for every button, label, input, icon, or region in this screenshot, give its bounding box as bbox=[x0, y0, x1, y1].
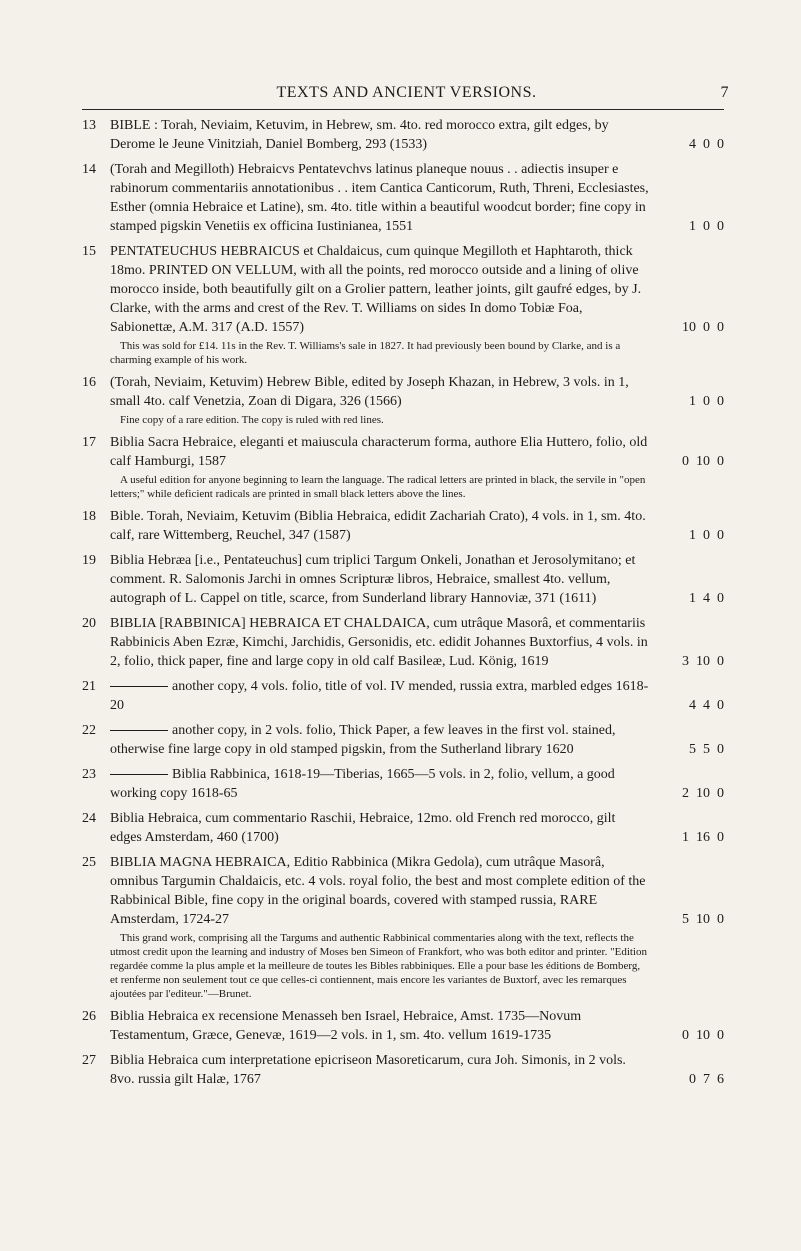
catalogue-entry bbox=[82, 433, 732, 471]
entry-price: 1 0 0 bbox=[689, 528, 724, 543]
entry-description bbox=[110, 1051, 650, 1089]
running-title: TEXTS AND ANCIENT VERSIONS. bbox=[276, 84, 537, 101]
entry-text: (Torah and Megilloth) Hebraicvs Pentatevchvs latinus planeque nouus . . adiectis insuper e rabinorum commentariis annotationibus . . item Cantica Canticorum, Ruth, Threni, Ecclesiastes, Esther (omnia Hebraice et Latine), sm. 4to. title within a beautiful woodcut border; fine copy in stamped pigskin Venetiis ex officina Iustinianea, 1551 bbox=[110, 162, 649, 234]
entry-price: 0 7 6 bbox=[689, 1072, 724, 1087]
entry-description bbox=[110, 1007, 650, 1045]
running-header bbox=[82, 84, 731, 106]
entry-price: 4 0 0 bbox=[689, 137, 724, 152]
entry-number: 17 bbox=[82, 435, 96, 450]
catalogue-entry bbox=[82, 809, 732, 847]
catalogue-entry bbox=[82, 677, 732, 715]
entry-note: This grand work, comprising all the Targums and authentic Rabbinical commentaries along with the text, reflects the utmost credit upon the learning and industry of Moses ben Simeon of Frankfort, who was both editor and printer. "Edition regardée comme la plus ample et la meilleure de toutes les Bibles rabbiniques. Elle a pour base les éditions de Bomberg, et renferme non seulement tout ce que celles-ci contiennent, mais encore les variantes de Buxtorf, avec les remarques ajoutées par l'editeur."—Brunet. bbox=[110, 932, 647, 1000]
entry-description bbox=[110, 765, 650, 803]
entry-description bbox=[110, 507, 650, 545]
catalogue-entry bbox=[82, 765, 732, 803]
entry-description bbox=[110, 853, 650, 929]
catalogue-entry bbox=[82, 853, 732, 929]
catalogue-entry bbox=[82, 373, 732, 411]
entry-price: 1 16 0 bbox=[682, 830, 724, 845]
catalogue-entry bbox=[82, 551, 732, 608]
entry-price: 5 5 0 bbox=[689, 742, 724, 757]
entry-number: 16 bbox=[82, 375, 96, 390]
ditto-rule bbox=[110, 774, 168, 775]
entry-number: 24 bbox=[82, 811, 96, 826]
entry-text: Biblia Hebræa [i.e., Pentateuchus] cum triplici Targum Onkeli, Jonathan et Jerosolymitano; et comment. R. Salomonis Jarchi in omnes Scripturæ libros, Hebraice, smallest 4to. vellum, autograph of L. Cappel on title, scarce, from Sunderland library Hannoviæ, 371 (1611) bbox=[110, 553, 636, 606]
entry-text: (Torah, Neviaim, Ketuvim) Hebrew Bible, edited by Joseph Khazan, in Hebrew, 3 vols. in 1, small 4to. calf Venetzia, Zoan di Digara, 326 (1566) bbox=[110, 375, 629, 409]
catalogue-entry bbox=[82, 1051, 732, 1089]
entry-price: 2 10 0 bbox=[682, 786, 724, 801]
entry-price: 4 4 0 bbox=[689, 698, 724, 713]
catalogue-entry bbox=[82, 160, 732, 236]
entry-number: 22 bbox=[82, 723, 96, 738]
header-rule bbox=[82, 109, 724, 110]
entry-description bbox=[110, 160, 650, 236]
entry-text: Biblia Hebraica ex recensione Menasseh ben Israel, Hebraice, Amst. 1735—Novum Testamentum, Græce, Genevæ, 1619—2 vols. in 1, sm. 4to. vellum 1619-1735 bbox=[110, 1009, 582, 1043]
entry-price: 1 4 0 bbox=[689, 591, 724, 606]
entry-text: BIBLE : Torah, Neviaim, Ketuvim, in Hebrew, sm. 4to. red morocco extra, gilt edges, by Derome le Jeune Vinitziah, Daniel Bomberg, 293 (1533) bbox=[110, 118, 609, 152]
entry-description bbox=[110, 721, 650, 759]
entry-price: 1 0 0 bbox=[689, 394, 724, 409]
catalogue-entry bbox=[82, 242, 732, 337]
entry-text: another copy, in 2 vols. folio, Thick Paper, a few leaves in the first vol. stained, otherwise fine large copy in old stamped pigskin, from the Sutherland library 1620 bbox=[110, 723, 616, 757]
entry-number: 27 bbox=[82, 1053, 96, 1068]
entry-number: 25 bbox=[82, 855, 96, 870]
entry-price: 1 0 0 bbox=[689, 219, 724, 234]
entry-number: 23 bbox=[82, 767, 96, 782]
entry-number: 20 bbox=[82, 616, 96, 631]
entry-price: 3 10 0 bbox=[682, 654, 724, 669]
entry-price: 0 10 0 bbox=[682, 454, 724, 469]
catalogue-entry bbox=[82, 116, 732, 154]
ditto-rule bbox=[110, 730, 168, 731]
entry-description bbox=[110, 433, 650, 471]
entry-number: 18 bbox=[82, 509, 96, 524]
entry-text: BIBLIA MAGNA HEBRAICA, Editio Rabbinica (Mikra Gedola), cum utrâque Masorâ, omnibus Targumin Chaldaicis, etc. 4 vols. royal folio, the best and most complete edition of the Rabbinical Bible, fine copy in the original boards, covered with stamped russia, RARE Amsterdam, 1724-27 bbox=[110, 855, 646, 927]
entry-description bbox=[110, 551, 650, 608]
catalogue-entry bbox=[82, 721, 732, 759]
ditto-rule bbox=[110, 686, 168, 687]
entry-price: 5 10 0 bbox=[682, 912, 724, 927]
entry-description bbox=[110, 809, 650, 847]
entry-note: A useful edition for anyone beginning to learn the language. The radical letters are printed in black, the servile in "open letters;" while deficient radicals are printed in small black letters above the lines. bbox=[110, 474, 646, 500]
entry-text: Biblia Hebraica, cum commentario Raschii, Hebraice, 12mo. old French red morocco, gilt edges Amsterdam, 460 (1700) bbox=[110, 811, 616, 845]
entry-number: 26 bbox=[82, 1009, 96, 1024]
catalogue-entry bbox=[82, 1007, 732, 1045]
entry-price: 10 0 0 bbox=[682, 320, 724, 335]
entry-text: Biblia Rabbinica, 1618-19—Tiberias, 1665—5 vols. in 2, folio, vellum, a good working copy 1618-65 bbox=[110, 767, 615, 801]
entry-text: Biblia Sacra Hebraice, eleganti et maiuscula characterum forma, authore Elia Huttero, folio, old calf Hamburgi, 1587 bbox=[110, 435, 648, 469]
entry-number: 21 bbox=[82, 679, 96, 694]
entry-list bbox=[82, 116, 732, 1095]
entry-number: 13 bbox=[82, 118, 96, 133]
entry-description bbox=[110, 677, 650, 715]
page-number: 7 bbox=[720, 84, 729, 101]
catalogue-entry bbox=[82, 614, 732, 671]
entry-text: another copy, 4 vols. folio, title of vol. IV mended, russia extra, marbled edges 1618-20 bbox=[110, 679, 649, 713]
entry-text: Bible. Torah, Neviaim, Ketuvim (Biblia Hebraica, edidit Zachariah Crato), 4 vols. in 1, sm. 4to. calf, rare Wittemberg, Reuchel, 347 (1587) bbox=[110, 509, 646, 543]
entry-number: 19 bbox=[82, 553, 96, 568]
entry-note: This was sold for £14. 11s in the Rev. T. Williams's sale in 1827. It had previously been bound by Clarke, and is a charming example of his work. bbox=[110, 340, 621, 366]
catalogue-entry bbox=[82, 507, 732, 545]
entry-text: Biblia Hebraica cum interpretatione epicriseon Masoreticarum, cura Joh. Simonis, in 2 vols. 8vo. russia gilt Halæ, 1767 bbox=[110, 1053, 626, 1087]
entry-description bbox=[110, 373, 650, 411]
entry-text: BIBLIA [RABBINICA] HEBRAICA ET CHALDAICA, cum utrâque Masorâ, et commentariis Rabbinicis Aben Ezræ, Kimchi, Jarchidis, Gersonidis, etc. edidit Johannes Buxtorfius, 4 vols. in 2, folio, thick paper, fine and large copy in old calf Basileæ, Lud. König, 1619 bbox=[110, 616, 648, 669]
entry-price: 0 10 0 bbox=[682, 1028, 724, 1043]
entry-note: Fine copy of a rare edition. The copy is ruled with red lines. bbox=[120, 414, 384, 426]
entry-description bbox=[110, 614, 650, 671]
entry-description bbox=[110, 116, 650, 154]
entry-text: PENTATEUCHUS HEBRAICUS et Chaldaicus, cum quinque Megilloth et Haphtaroth, thick 18mo. PRINTED ON VELLUM, with all the points, red morocco outside and a lining of olive morocco inside, both beautifully gilt on a Grolier pattern, leather joints, gilt gaufré edges, by J. Clarke, with the arms and crest of the Rev. T. Williams on sides In domo Tobiæ Foa, Sabionettæ, A.M. 317 (A.D. 1557) bbox=[110, 244, 642, 335]
entry-number: 14 bbox=[82, 162, 96, 177]
entry-description bbox=[110, 242, 650, 337]
entry-number: 15 bbox=[82, 244, 96, 259]
